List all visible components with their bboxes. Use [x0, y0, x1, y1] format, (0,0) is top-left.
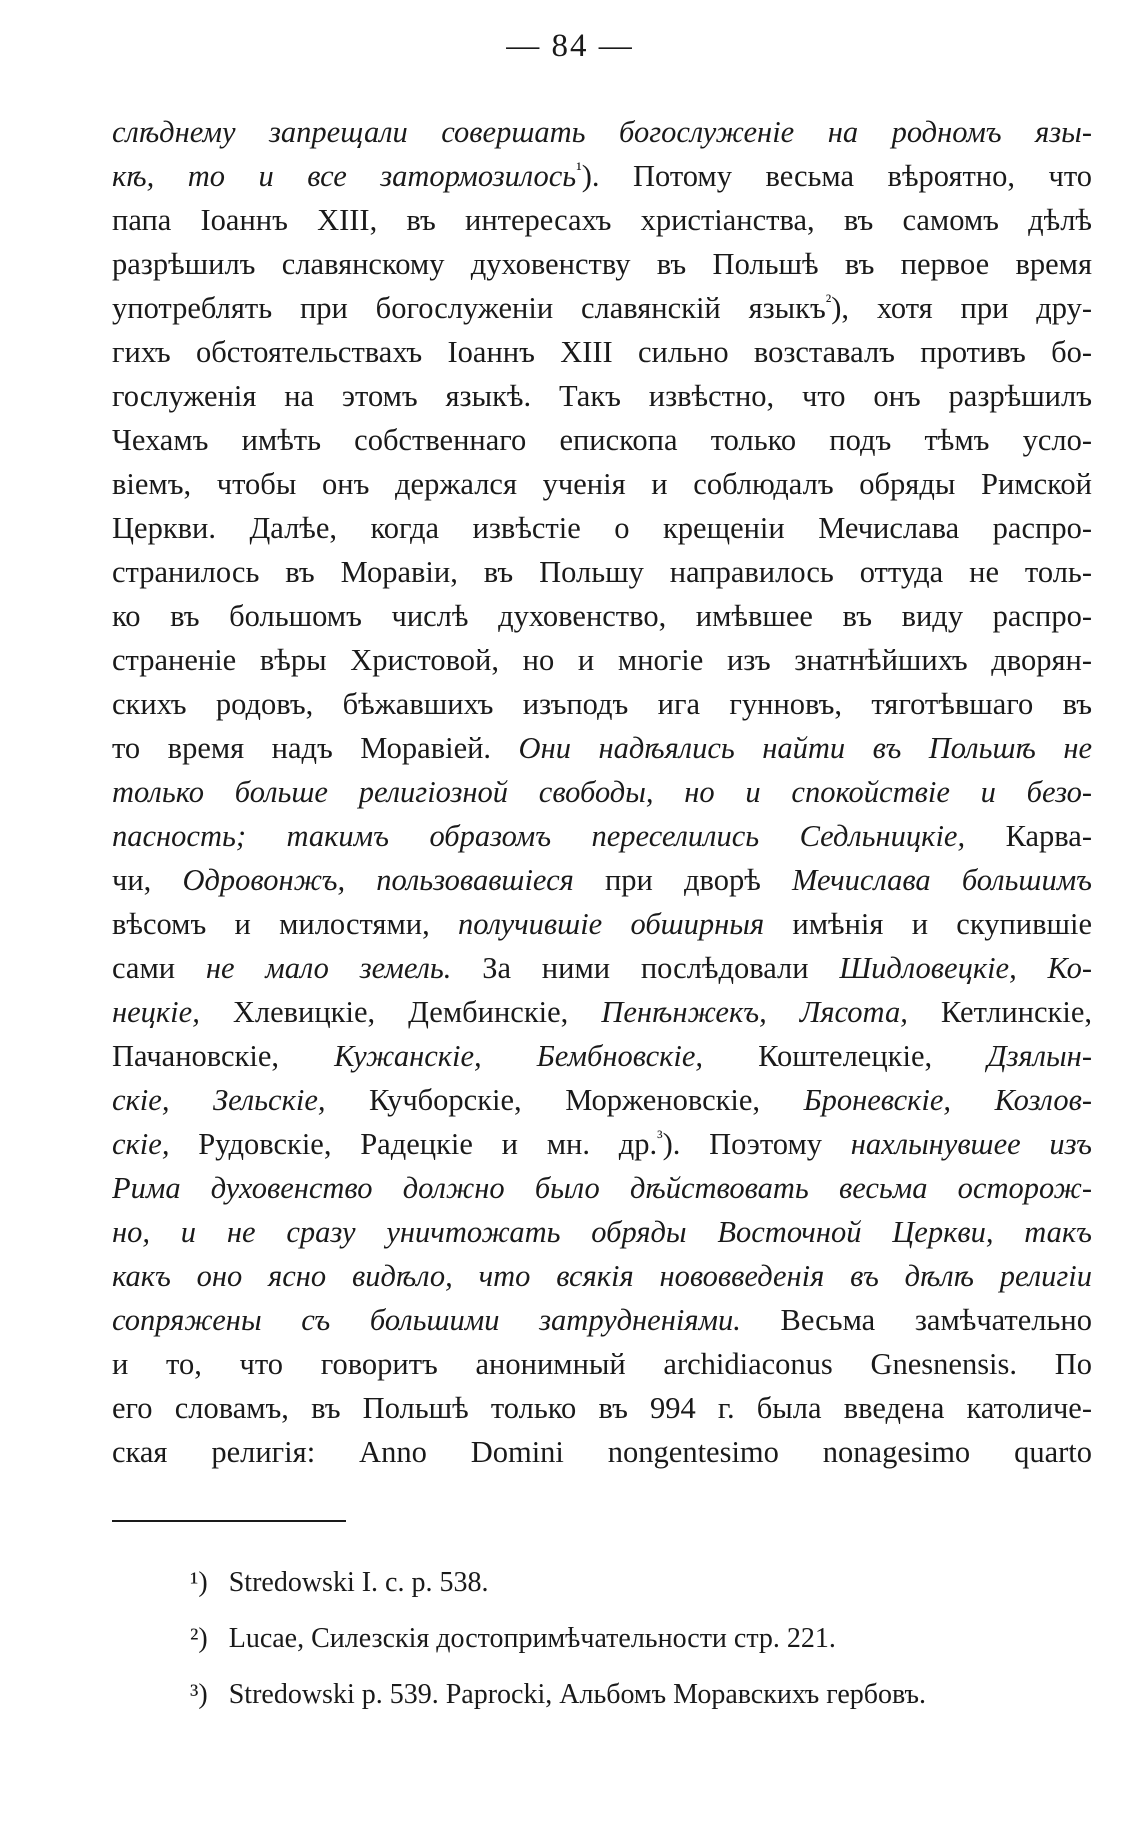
text-line: [112, 990, 1092, 1034]
text-line: [112, 858, 1092, 902]
text-line: [112, 1386, 1092, 1430]
text-segment: ко въ большомъ числѣ духовенство, имѣвшее въ виду распро-: [112, 599, 1092, 633]
italic-text: нецкіе,: [112, 995, 233, 1029]
italic-text: скіе, Зельскіе,: [112, 1083, 370, 1117]
italic-text: Мечислава большимъ: [792, 863, 1092, 897]
italic-text: Броневскіе, Козлов-: [803, 1083, 1092, 1117]
text-segment: Церкви. Далѣе, когда извѣстіе о крещеніи Мечислава распро-: [112, 511, 1092, 545]
text-segment: Весьма замѣчательно: [780, 1303, 1092, 1337]
text-line: [112, 1122, 1092, 1166]
italic-text: но, и не сразу уничтожать обряды Восточной Церкви, такъ: [112, 1215, 1092, 1249]
body-text: [112, 110, 1092, 1474]
text-segment: ), хотя при дру-: [831, 291, 1092, 325]
text-line: [112, 374, 1092, 418]
text-line: [112, 1298, 1092, 1342]
italic-text: какъ оно ясно видѣло, что всякія нововведенія въ дѣлѣ религіи: [112, 1259, 1092, 1293]
italic-text: только больше религіозной свободы, но и спокойствіе и безо-: [112, 775, 1092, 809]
italic-text: Кужанскіе, Бембновскіе,: [334, 1039, 759, 1073]
footnotes: [190, 1555, 1090, 1723]
footnote-reference: ³: [657, 1126, 663, 1147]
italic-text: нахлынувшее изъ: [850, 1127, 1092, 1161]
italic-text: сопряжены съ большими затрудненіями.: [112, 1303, 781, 1337]
text-line: [112, 550, 1092, 594]
text-line: [112, 198, 1092, 242]
footnote-text: Lucae, Силезскія достопримѣчательности стр. 221.: [228, 1623, 836, 1654]
text-line: [112, 110, 1092, 154]
footnote-text: Stredowski I. c. p. 538.: [228, 1567, 489, 1598]
footnote-3: [190, 1667, 1090, 1723]
text-segment: имѣнія и скупившіе: [792, 907, 1092, 941]
text-segment: Чехамъ имѣть собственнаго епископа только подъ тѣмъ усло-: [112, 423, 1092, 457]
footnote-divider: [112, 1520, 346, 1522]
text-segment: Рудовскіе, Радецкіе и мн. др.: [198, 1127, 658, 1161]
footnote-mark: ²): [190, 1623, 208, 1654]
text-segment: За ними послѣдовали: [482, 951, 840, 985]
footnote-1: [190, 1555, 1090, 1611]
text-line: [112, 726, 1092, 770]
text-line: [112, 330, 1092, 374]
text-line: [112, 1166, 1092, 1210]
text-line: [112, 1342, 1092, 1386]
italic-text: Рима духовенство должно было дѣйствовать весьма осторож-: [112, 1171, 1092, 1205]
text-line: [112, 814, 1092, 858]
text-segment: странилось въ Моравіи, въ Польшу направилось оттуда не толь-: [112, 555, 1092, 589]
text-segment: Карва-: [1005, 819, 1092, 853]
text-line: [112, 594, 1092, 638]
text-segment: Коштелецкіе,: [758, 1039, 988, 1073]
text-segment: ). Потому весьма вѣроятно, что: [581, 159, 1092, 193]
footnote-text: Stredowski p. 539. Paprocki, Альбомъ Моравскихъ гербовъ.: [228, 1679, 927, 1710]
text-line: [112, 682, 1092, 726]
text-segment: употреблять при богослуженіи славянскій языкъ: [112, 291, 826, 325]
text-line: [112, 902, 1092, 946]
italic-text: слѣднему запрещали совершать богослуженіе на родномъ язы-: [112, 115, 1092, 149]
footnote-mark: ¹): [190, 1567, 208, 1598]
text-segment: Кучборскіе, Морженовскіе,: [369, 1083, 804, 1117]
text-segment: ская религія: Anno Domini nongentesimo nonagesimo quarto: [112, 1435, 1092, 1469]
text-segment: віемъ, чтобы онъ держался ученія и соблюдалъ обряды Римской: [112, 467, 1092, 501]
text-segment: то время надъ Моравіей.: [112, 731, 519, 765]
text-line: [112, 946, 1092, 990]
text-line: [112, 418, 1092, 462]
text-segment: страненіе вѣры Христовой, но и многіе изъ знатнѣйшихъ дворян-: [112, 643, 1092, 677]
text-segment: Кетлинскіе,: [940, 995, 1092, 1029]
italic-text: кѣ, то и все затормозилось: [112, 159, 577, 193]
text-segment: ). Поэтому: [662, 1127, 851, 1161]
page-number: — 84 —: [506, 28, 634, 64]
text-segment: Хлевицкіе, Дембинскіе,: [232, 995, 602, 1029]
text-segment: его словамъ, въ Польшѣ только въ 994 г. была введена католиче-: [112, 1391, 1092, 1425]
text-line: [112, 1078, 1092, 1122]
text-line: [112, 242, 1092, 286]
italic-text: Шидловецкіе, Ко-: [839, 951, 1092, 985]
text-line: [112, 770, 1092, 814]
text-segment: сами: [112, 951, 206, 985]
footnote-2: [190, 1611, 1090, 1667]
italic-text: скіе,: [112, 1127, 199, 1161]
italic-text: Они надѣялись найти въ Польшѣ не: [518, 731, 1092, 765]
text-segment: гослуженія на этомъ языкѣ. Такъ извѣстно, что онъ разрѣшилъ: [112, 379, 1092, 413]
text-segment: при дворѣ: [604, 863, 792, 897]
text-segment: вѣсомъ и милостями,: [112, 907, 458, 941]
text-segment: гихъ обстоятельствахъ Іоаннъ XIII сильно возставалъ противъ бо-: [112, 335, 1092, 369]
text-line: [112, 1430, 1092, 1474]
text-line: [112, 1034, 1092, 1078]
text-segment: папа Іоаннъ XIII, въ интересахъ христіанства, въ самомъ дѣлѣ: [112, 203, 1092, 237]
italic-text: Дзялын-: [987, 1039, 1092, 1073]
text-line: [112, 506, 1092, 550]
text-segment: разрѣшилъ славянскому духовенству въ Польшѣ въ первое время: [112, 247, 1092, 281]
footnote-reference: ¹: [576, 158, 582, 179]
text-segment: Пачановскіе,: [112, 1039, 335, 1073]
text-segment: и то, что говоритъ анонимный archidiaconus Gnesnensis. По: [112, 1347, 1092, 1381]
text-line: [112, 1210, 1092, 1254]
text-segment: скихъ родовъ, бѣжавшихъ изъподъ ига гунновъ, тяготѣвшаго въ: [112, 687, 1092, 721]
text-line: [112, 462, 1092, 506]
italic-text: Одровонжъ, пользовавшіеся: [182, 863, 605, 897]
footnote-mark: ³): [190, 1679, 208, 1710]
italic-text: пасность; такимъ образомъ переселились Седльницкіе,: [112, 819, 1006, 853]
text-line: [112, 154, 1092, 198]
text-line: [112, 1254, 1092, 1298]
italic-text: не мало земель.: [205, 951, 483, 985]
text-line: [112, 638, 1092, 682]
italic-text: получившіе обширныя: [457, 907, 793, 941]
text-segment: чи,: [112, 863, 183, 897]
italic-text: Пенѣнжекъ, Лясота,: [601, 995, 941, 1029]
footnote-reference: ²: [825, 290, 832, 311]
text-line: [112, 286, 1092, 330]
